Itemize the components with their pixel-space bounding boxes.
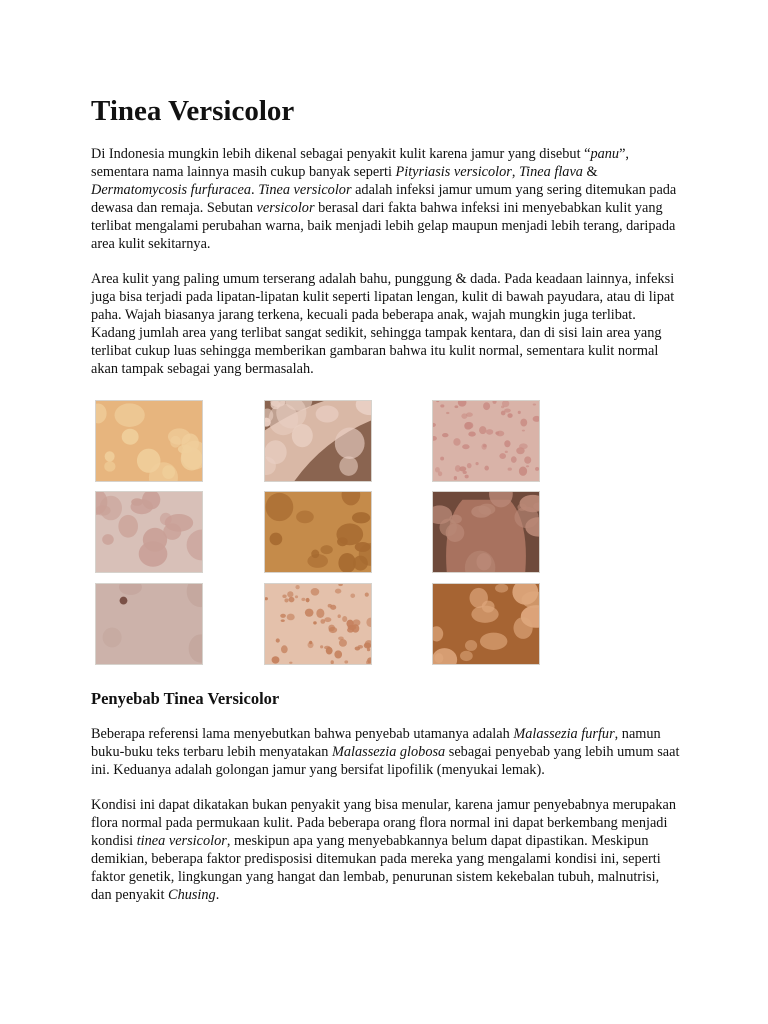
photo-pink-spots: [432, 400, 540, 482]
photo-dark-tan-patches: [264, 491, 372, 573]
photo-faint-pink-patches: [95, 491, 203, 573]
photo-light-brown-patches: [432, 583, 540, 665]
page-title: Tinea Versicolor: [91, 95, 295, 127]
photo-brown-spots: [264, 583, 372, 665]
contagion-paragraph: Kondisi ini dapat dikatakan bukan penyakit yang bisa menular, karena jamur penyebabnya merupakan flora normal pada permukaan kulit. Pada beberapa orang flora normal ini dapat berkembang menjadi kondisi tinea versicolor, meskipun apa yang menyebabkannya belum dapat dipastikan. Meskipun demikian, beberapa faktor predisposisi ditemukan pada mereka yang mengalami kondisi ini, seperti faktor genetik, lingkungan yang hangat dan lembab, penurunan sistem kekebalan tubuh, malnutrisi, dan penyakit Chusing.: [91, 797, 677, 903]
cause-paragraph: Beberapa referensi lama menyebutkan bahwa penyebab utamanya adalah Malassezia furfur, namun buku-buku teks terbaru lebih menyatakan Malassezia globosa sebagai penyebab yang lebih umum saat ini. Keduanya adalah golongan jamur yang bersifat lipofilik (menyukai lemak).: [91, 726, 680, 778]
photo-back: [432, 491, 540, 573]
photo-arm-light-patches: [264, 400, 372, 482]
photo-chest: [95, 583, 203, 665]
photo-orange-patches: [95, 400, 203, 482]
section-heading: Penyebab Tinea Versicolor: [91, 689, 280, 708]
intro-paragraph: Di Indonesia mungkin lebih dikenal sebagai penyakit kulit karena jamur yang disebut “panu”, sementara nama lainnya masih cukup banyak seperti Pityriasis versicolor, Tinea flava & Dermatomycosis furfuracea. Tinea versicolor adalah infeksi jamur umum yang sering ditemukan pada dewasa dan remaja. Sebutan versicolor berasal dari fakta bahwa infeksi ini menyebabkan kulit yang terlibat mengalami perubahan warna, baik menjadi lebih gelap maupun menjadi lebih terang, daripada area kulit sekitarnya.: [91, 146, 677, 252]
affected-areas-paragraph: Area kulit yang paling umum terserang adalah bahu, punggung & dada. Pada keadaan lainnya, infeksi juga bisa terjadi pada lipatan-lipatan kulit seperti lipatan lengan, kulit di bawah payudara, atau di lipat paha. Wajah biasanya jarang terkena, kecuali pada beberapa anak, wajah mungkin juga terlibat. Kadang jumlah area yang terlibat sangat sedikit, sehingga tampak kentara, dan di sisi lain area yang terlibat cukup luas sehingga memberikan gambaran bahwa itu kulit normal, sementara kulit normal akan tampak sebagai yang bermasalah.: [91, 271, 675, 377]
